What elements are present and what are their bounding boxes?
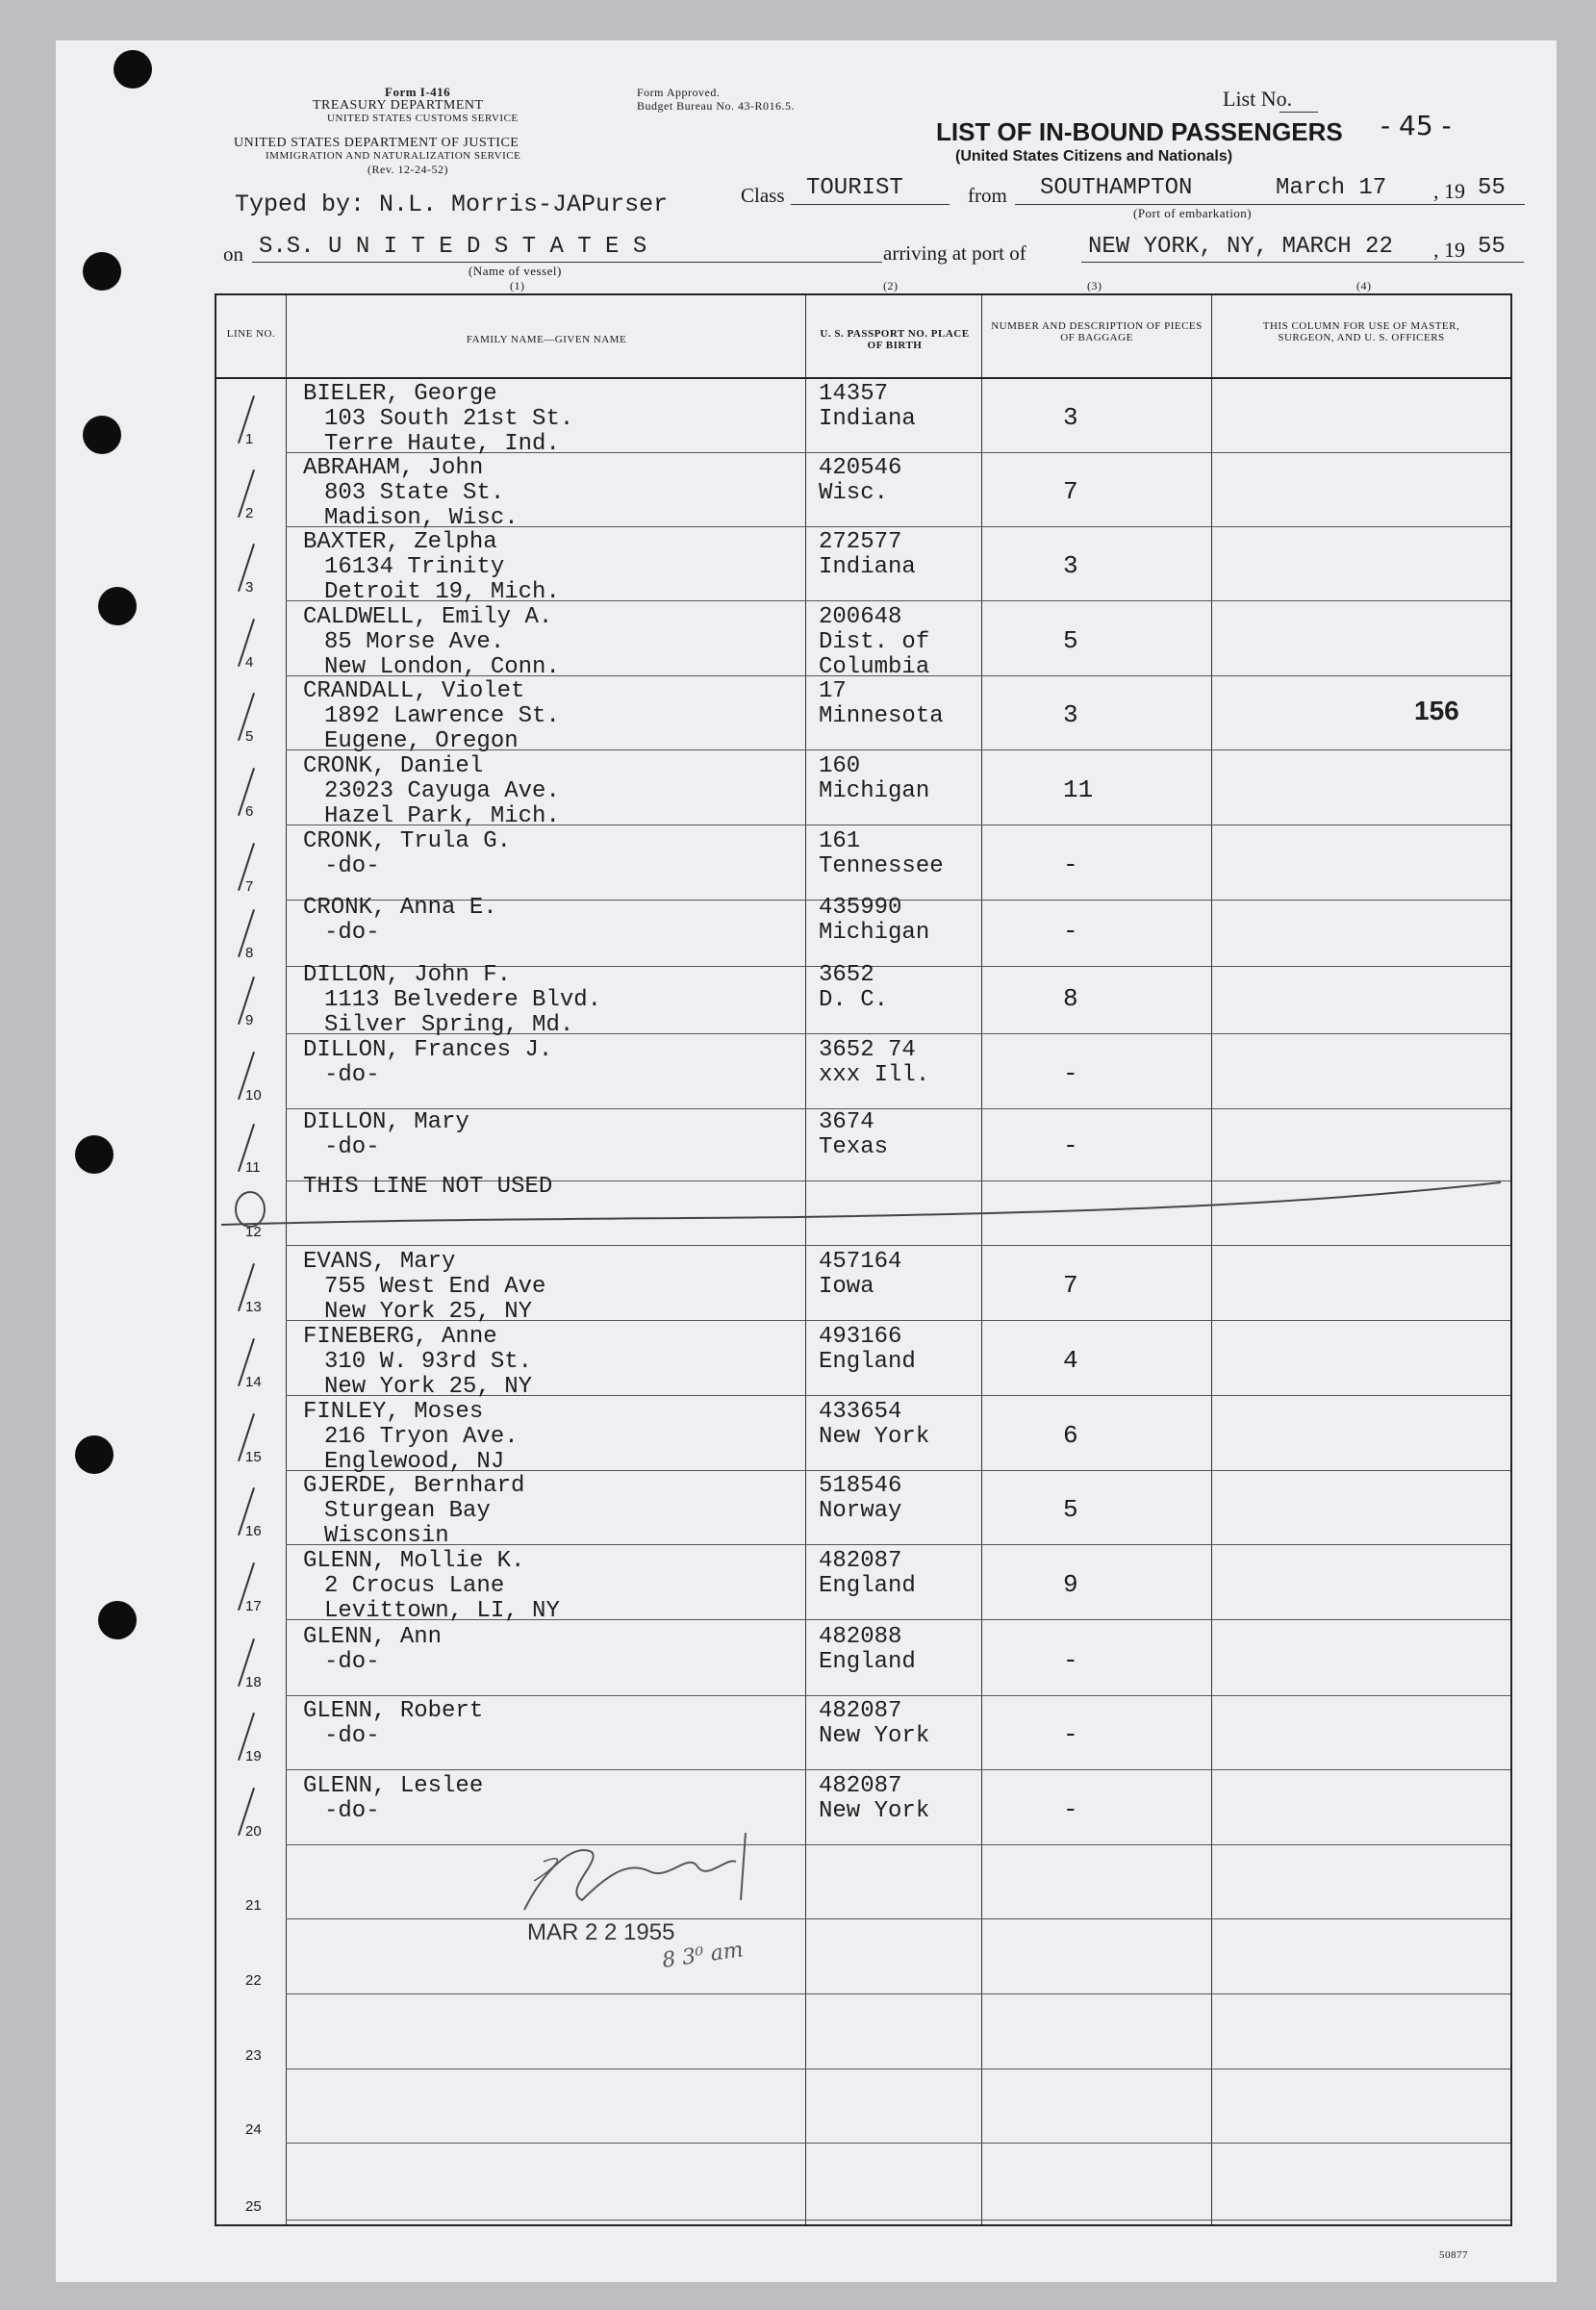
line-number: 23 bbox=[245, 2047, 262, 2064]
place-of-birth: Indiana bbox=[819, 554, 916, 580]
table-row bbox=[216, 1996, 1510, 2070]
customs-service: UNITED STATES CUSTOMS SERVICE bbox=[327, 113, 519, 124]
baggage-count: 3 bbox=[1063, 551, 1078, 580]
row-divider bbox=[286, 1544, 1510, 1545]
line-number: 21 bbox=[245, 1897, 262, 1914]
address-line-1: 2 Crocus Lane bbox=[324, 1573, 505, 1599]
line-number: 1 bbox=[245, 431, 254, 447]
binder-hole bbox=[98, 1601, 137, 1639]
passport-number: 160 bbox=[819, 753, 861, 779]
table-row bbox=[216, 1921, 1510, 1995]
class-label: Class bbox=[741, 184, 785, 207]
row-divider bbox=[286, 1695, 1510, 1696]
address-line-1: -do- bbox=[324, 1649, 380, 1675]
passport-number: 17 bbox=[819, 678, 847, 704]
revision: (Rev. 12-24-52) bbox=[367, 163, 449, 176]
table-row bbox=[216, 827, 1510, 901]
place-of-birth: Dist. of bbox=[819, 629, 930, 655]
line-number: 5 bbox=[245, 728, 254, 745]
address-line-2: Detroit 19, Mich. bbox=[324, 579, 560, 605]
typed-by: Typed by: N.L. Morris-JAPurser bbox=[235, 190, 669, 218]
table-row bbox=[216, 380, 1510, 457]
line-number: 9 bbox=[245, 1012, 254, 1028]
place-of-birth-2: Columbia bbox=[819, 654, 930, 680]
header-passport: U. S. PASSPORT NO. PLACE OF BIRTH bbox=[820, 328, 970, 351]
departure-date: March 17 bbox=[1276, 175, 1387, 201]
row-divider bbox=[286, 1844, 1510, 1845]
passenger-name: FINLEY, Moses bbox=[303, 1399, 484, 1425]
header-divider bbox=[216, 377, 1510, 379]
address-line-1: 16134 Trinity bbox=[324, 554, 505, 580]
place-of-birth: Texas bbox=[819, 1134, 889, 1160]
binder-hole bbox=[83, 252, 121, 291]
baggage-count: - bbox=[1063, 1720, 1078, 1749]
baggage-count: 5 bbox=[1063, 626, 1078, 655]
list-title: LIST OF IN-BOUND PASSENGERS bbox=[936, 117, 1343, 146]
address-line-1: 23023 Cayuga Ave. bbox=[324, 778, 560, 804]
address-line-2: New York 25, NY bbox=[324, 1299, 533, 1325]
passenger-name: CRONK, Trula G. bbox=[303, 828, 512, 854]
col-number-4: (4) bbox=[1356, 279, 1372, 292]
table-row bbox=[216, 1623, 1510, 1697]
passport-number: 14357 bbox=[819, 381, 889, 407]
row-divider bbox=[286, 1918, 1510, 1919]
passport-number: 518546 bbox=[819, 1473, 902, 1499]
from-value: SOUTHAMPTON bbox=[1040, 175, 1193, 201]
address-line-1: -do- bbox=[324, 1798, 380, 1824]
arrival-stamp-time: 8 3⁰ am bbox=[660, 1938, 746, 1973]
table-row bbox=[216, 1036, 1510, 1110]
place-of-birth: Michigan bbox=[819, 778, 930, 804]
address-line-2: Madison, Wisc. bbox=[324, 505, 519, 531]
line-number: 7 bbox=[245, 878, 254, 895]
place-of-birth: Tennessee bbox=[819, 853, 944, 879]
passenger-name: DILLON, Mary bbox=[303, 1109, 469, 1135]
place-of-birth: New York bbox=[819, 1798, 930, 1824]
baggage-count: - bbox=[1063, 1646, 1078, 1675]
arrival-stamp-date: MAR 2 2 1955 bbox=[527, 1919, 675, 1945]
passport-number: 435990 bbox=[819, 895, 902, 921]
address-line-1: 755 West End Ave bbox=[324, 1274, 546, 1300]
passenger-name: ABRAHAM, John bbox=[303, 455, 484, 481]
address-line-2: New London, Conn. bbox=[324, 654, 560, 680]
year-prefix: , 19 bbox=[1433, 179, 1465, 203]
address-line-2: New York 25, NY bbox=[324, 1374, 533, 1400]
address-line-1: -do- bbox=[324, 1723, 380, 1749]
list-subtitle: (United States Citizens and Nationals) bbox=[955, 148, 1233, 165]
binder-hole bbox=[75, 1135, 114, 1174]
binder-hole bbox=[75, 1435, 114, 1474]
baggage-count: 7 bbox=[1063, 1271, 1078, 1300]
header-officers: THIS COLUMN FOR USE OF MASTER, SURGEON, AND U. S. OFFICERS bbox=[1262, 320, 1460, 343]
passenger-name: THIS LINE NOT USED bbox=[303, 1174, 553, 1200]
table-row bbox=[216, 1472, 1510, 1549]
header-line-no: LINE NO. bbox=[226, 328, 276, 340]
passport-number: 161 bbox=[819, 828, 861, 854]
list-no-label: List No. bbox=[1223, 87, 1293, 111]
baggage-count: 9 bbox=[1063, 1570, 1078, 1599]
address-line-1: -do- bbox=[324, 853, 380, 879]
cancel-line bbox=[221, 1169, 1510, 1236]
address-line-1: -do- bbox=[324, 920, 380, 946]
passenger-name: DILLON, John F. bbox=[303, 962, 512, 988]
table-row bbox=[216, 1846, 1510, 1920]
class-value: TOURIST bbox=[806, 175, 903, 201]
baggage-count: 3 bbox=[1063, 403, 1078, 432]
passenger-name: CRONK, Anna E. bbox=[303, 895, 497, 921]
place-of-birth: D. C. bbox=[819, 987, 889, 1013]
table-row bbox=[216, 894, 1510, 968]
passport-number: 3674 bbox=[819, 1109, 874, 1135]
passenger-name: BAXTER, Zelpha bbox=[303, 529, 497, 555]
line-number: 25 bbox=[245, 2198, 262, 2215]
baggage-count: 6 bbox=[1063, 1421, 1078, 1450]
list-number: - 45 - bbox=[1381, 110, 1452, 141]
address-line-2: Eugene, Oregon bbox=[324, 728, 519, 754]
address-line-2: Silver Spring, Md. bbox=[324, 1012, 574, 1038]
year-suffix: 55 bbox=[1478, 175, 1506, 201]
line-number: 15 bbox=[245, 1449, 262, 1465]
binder-hole bbox=[114, 50, 152, 89]
line-number: 6 bbox=[245, 803, 254, 820]
passenger-name: GJERDE, Bernhard bbox=[303, 1473, 525, 1499]
place-of-birth: England bbox=[819, 1573, 916, 1599]
place-of-birth: Iowa bbox=[819, 1274, 874, 1300]
passport-number: 200648 bbox=[819, 604, 902, 630]
passport-number: 3652 74 bbox=[819, 1037, 916, 1063]
address-line-1: 216 Tryon Ave. bbox=[324, 1424, 519, 1450]
table-row bbox=[216, 528, 1510, 605]
arrival-year-prefix: , 19 bbox=[1433, 238, 1465, 262]
line-number: 17 bbox=[245, 1598, 262, 1614]
address-line-1: 103 South 21st St. bbox=[324, 406, 574, 432]
table-row bbox=[216, 1248, 1510, 1325]
address-line-1: 310 W. 93rd St. bbox=[324, 1349, 533, 1375]
table-row bbox=[216, 752, 1510, 829]
baggage-count: 8 bbox=[1063, 984, 1078, 1013]
baggage-count: - bbox=[1063, 1795, 1078, 1824]
place-of-birth: New York bbox=[819, 1424, 930, 1450]
passport-number: 482087 bbox=[819, 1773, 902, 1799]
place-of-birth: New York bbox=[819, 1723, 930, 1749]
line-number: 10 bbox=[245, 1087, 262, 1104]
row-divider bbox=[286, 1993, 1510, 1994]
col-number-2: (2) bbox=[883, 279, 899, 292]
address-line-2: Levittown, LI, NY bbox=[324, 1598, 560, 1624]
officer-signature bbox=[505, 1814, 774, 1929]
line-number: 2 bbox=[245, 505, 254, 521]
passport-number: 482087 bbox=[819, 1698, 902, 1724]
col-number-3: (3) bbox=[1087, 279, 1102, 292]
row-divider bbox=[286, 2220, 1510, 2221]
line-number: 14 bbox=[245, 1374, 262, 1390]
place-of-birth: xxx Ill. bbox=[819, 1062, 930, 1088]
address-line-1: Sturgean Bay bbox=[324, 1498, 491, 1524]
binder-hole bbox=[83, 416, 121, 454]
baggage-count: - bbox=[1063, 850, 1078, 879]
table-row bbox=[216, 603, 1510, 680]
baggage-count: - bbox=[1063, 1059, 1078, 1088]
treasury-dept: TREASURY DEPARTMENT bbox=[313, 98, 484, 113]
table-row bbox=[216, 2070, 1510, 2145]
line-number: 24 bbox=[245, 2121, 262, 2138]
vessel-caption: (Name of vessel) bbox=[469, 264, 562, 278]
address-line-1: -do- bbox=[324, 1062, 380, 1088]
table-row bbox=[216, 1697, 1510, 1771]
table-row bbox=[216, 1398, 1510, 1475]
row-divider bbox=[286, 1769, 1510, 1770]
passenger-name: EVANS, Mary bbox=[303, 1249, 456, 1275]
arriving-label: arriving at port of bbox=[883, 241, 1026, 265]
table-row bbox=[216, 2147, 1510, 2221]
vessel-underline bbox=[252, 262, 882, 263]
place-of-birth: Michigan bbox=[819, 920, 930, 946]
passenger-name: GLENN, Leslee bbox=[303, 1773, 484, 1799]
passenger-name: BIELER, George bbox=[303, 381, 497, 407]
passenger-table bbox=[215, 293, 1512, 2226]
address-line-1: 1113 Belvedere Blvd. bbox=[324, 987, 602, 1013]
header-name: FAMILY NAME—GIVEN NAME bbox=[466, 334, 627, 345]
vessel-name: S.S. U N I T E D S T A T E S bbox=[259, 234, 647, 260]
col-number-1: (1) bbox=[510, 279, 525, 292]
line-number: 12 bbox=[245, 1224, 262, 1240]
baggage-count: 3 bbox=[1063, 700, 1078, 729]
on-label: on bbox=[223, 242, 243, 266]
row-divider bbox=[286, 1245, 1510, 1246]
table-row bbox=[216, 1772, 1510, 1846]
table-row bbox=[216, 1547, 1510, 1624]
officer-note: 156 bbox=[1414, 696, 1459, 725]
line-number: 4 bbox=[245, 654, 254, 671]
line-number: 3 bbox=[245, 579, 254, 596]
line-number: 18 bbox=[245, 1674, 262, 1690]
passenger-name: GLENN, Ann bbox=[303, 1624, 443, 1650]
passenger-name: CALDWELL, Emily A. bbox=[303, 604, 553, 630]
line-number: 19 bbox=[245, 1748, 262, 1764]
line-number: 22 bbox=[245, 1972, 262, 1989]
address-line-2: Wisconsin bbox=[324, 1523, 449, 1549]
class-underline bbox=[791, 204, 950, 205]
passenger-name: GLENN, Robert bbox=[303, 1698, 484, 1724]
address-line-2: Hazel Park, Mich. bbox=[324, 803, 560, 829]
header-baggage: NUMBER AND DESCRIPTION OF PIECES OF BAGGAGE bbox=[991, 320, 1203, 343]
arrival-year-suffix: 55 bbox=[1478, 234, 1506, 260]
baggage-count: 5 bbox=[1063, 1495, 1078, 1524]
place-of-birth: Indiana bbox=[819, 406, 916, 432]
place-of-birth: England bbox=[819, 1349, 916, 1375]
passport-number: 433654 bbox=[819, 1399, 902, 1425]
table-row bbox=[216, 961, 1510, 1038]
justice-dept: UNITED STATES DEPARTMENT OF JUSTICE bbox=[234, 136, 519, 150]
place-of-birth: Wisc. bbox=[819, 480, 889, 506]
passenger-name: CRONK, Daniel bbox=[303, 753, 484, 779]
table-row bbox=[216, 677, 1510, 754]
line-number: 8 bbox=[245, 945, 254, 961]
place-of-birth: Minnesota bbox=[819, 703, 944, 729]
arrival-underline bbox=[1081, 262, 1524, 263]
line-number: 11 bbox=[245, 1159, 261, 1176]
passenger-name: CRANDALL, Violet bbox=[303, 678, 525, 704]
baggage-count: 4 bbox=[1063, 1346, 1078, 1375]
list-no-underline bbox=[1279, 112, 1318, 113]
passport-number: 493166 bbox=[819, 1324, 902, 1350]
line-number: 13 bbox=[245, 1299, 262, 1315]
immigration-service: IMMIGRATION AND NATURALIZATION SERVICE bbox=[266, 150, 521, 162]
passenger-name: GLENN, Mollie K. bbox=[303, 1548, 525, 1574]
passport-number: 482087 bbox=[819, 1548, 902, 1574]
address-line-1: -do- bbox=[324, 1134, 380, 1160]
footer-code: 50877 bbox=[1439, 2249, 1468, 2261]
passport-number: 272577 bbox=[819, 529, 902, 555]
passport-number: 482088 bbox=[819, 1624, 902, 1650]
address-line-2: Englewood, NJ bbox=[324, 1449, 505, 1475]
from-label: from bbox=[968, 184, 1007, 207]
form-number: Form I-416 bbox=[385, 85, 451, 99]
passport-number: 457164 bbox=[819, 1249, 902, 1275]
address-line-1: 1892 Lawrence St. bbox=[324, 703, 560, 729]
passport-number: 420546 bbox=[819, 455, 902, 481]
address-line-1: 803 State St. bbox=[324, 480, 505, 506]
baggage-count: 7 bbox=[1063, 477, 1078, 506]
line-number: 16 bbox=[245, 1523, 262, 1539]
table-row bbox=[216, 1323, 1510, 1400]
table-row bbox=[216, 454, 1510, 531]
passport-number: 3652 bbox=[819, 962, 874, 988]
place-of-birth: Norway bbox=[819, 1498, 902, 1524]
baggage-count: 11 bbox=[1063, 775, 1094, 804]
from-underline bbox=[1015, 204, 1525, 205]
line-number: 20 bbox=[245, 1823, 262, 1840]
place-of-birth: England bbox=[819, 1649, 916, 1675]
arrival-port: NEW YORK, NY, MARCH 22 bbox=[1088, 234, 1393, 260]
form-approved: Form Approved. bbox=[637, 86, 721, 99]
budget-bureau: Budget Bureau No. 43-R016.5. bbox=[637, 99, 795, 113]
baggage-count: - bbox=[1063, 1131, 1078, 1160]
binder-hole bbox=[98, 587, 137, 625]
passenger-name: DILLON, Frances J. bbox=[303, 1037, 553, 1063]
passenger-name: FINEBERG, Anne bbox=[303, 1324, 497, 1350]
row-divider bbox=[286, 2143, 1510, 2144]
address-line-2: Terre Haute, Ind. bbox=[324, 431, 560, 457]
address-line-1: 85 Morse Ave. bbox=[324, 629, 505, 655]
port-embarkation-caption: (Port of embarkation) bbox=[1133, 206, 1253, 220]
baggage-count: - bbox=[1063, 917, 1078, 946]
